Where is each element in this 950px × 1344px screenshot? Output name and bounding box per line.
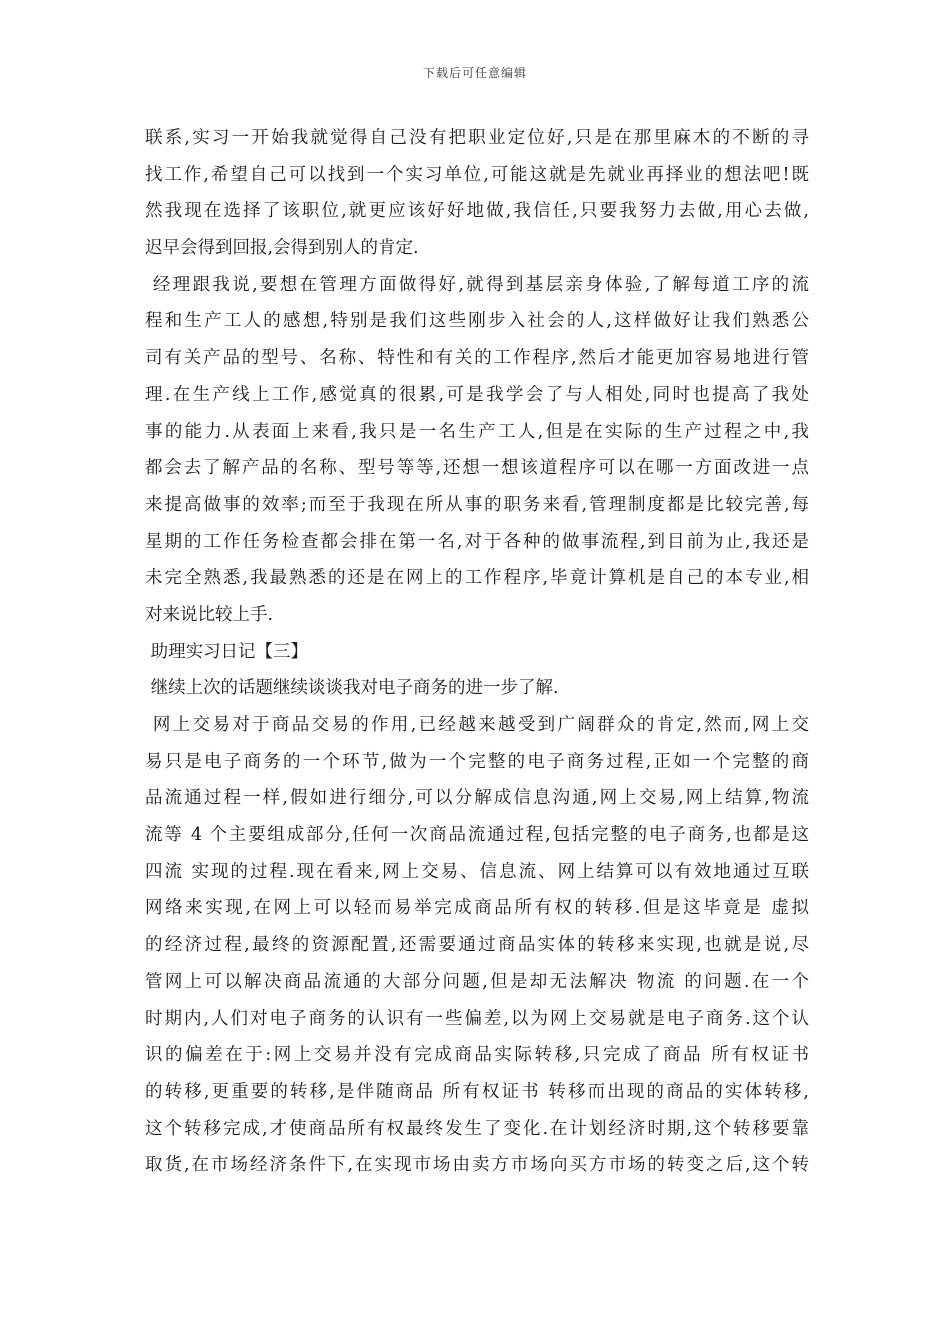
text-line: 这个转移完成,才使商品所有权最终发生了变化.在计划经济时期,这个转移要靠 xyxy=(145,1118,809,1139)
text-line: 取货,在市场经济条件下,在实现市场由卖方市场向买方市场的转变之后,这个转 xyxy=(145,1155,809,1176)
text-line: 然我现在选择了该职位,就更应该好好地做,我信任,只要我努力去做,用心去做, xyxy=(145,201,809,222)
text-line: 四流 实现的过程.现在看来,网上交易、信息流、网上结算可以有效地通过互联 xyxy=(145,861,809,882)
text-line: 司有关产品的型号、名称、特性和有关的工作程序,然后才能更加容易地进行管 xyxy=(145,348,809,369)
text-line: 迟早会得到回报,会得到别人的肯定. xyxy=(145,238,419,259)
text-line: 易只是电子商务的一个环节,做为一个完整的电子商务过程,正如一个完整的商 xyxy=(145,751,809,772)
text-line: 的经济过程,最终的资源配置,还需要通过商品实体的转移来实现,也就是说,尽 xyxy=(145,935,809,956)
text-line: 的转移,更重要的转移,是伴随商品 所有权证书 转移而出现的商品的实体转移, xyxy=(145,1081,809,1102)
text-line: 时期内,人们对电子商务的认识有一些偏差,以为网上交易就是电子商务.这个认 xyxy=(145,1008,809,1029)
text-line: 管网上可以解决商品流通的大部分问题,但是却无法解决 物流 的问题.在一个 xyxy=(145,971,809,992)
text-line: 品流通过程一样,假如进行细分,可以分解成信息沟通,网上交易,网上结算,物流 xyxy=(145,788,809,809)
text-line: 程和生产工人的感想,特别是我们这些刚步入社会的人,这样做好让我们熟悉公 xyxy=(145,311,809,332)
text-line: 都会去了解产品的名称、型号等等,还想一想该道程序可以在哪一方面改进一点 xyxy=(145,458,809,479)
text-line: 流等 4 个主要组成部分,任何一次商品流通过程,包括完整的电子商务,也都是这 xyxy=(145,825,809,846)
text-line: 事的能力.从表面上来看,我只是一名生产工人,但是在实际的生产过程之中,我 xyxy=(145,421,809,442)
document-body xyxy=(145,120,809,1184)
page-header: 下载后可任意编辑 xyxy=(422,66,527,80)
text-line: 来提高做事的效率;而至于我现在所从事的职务来看,管理制度都是比较完善,每 xyxy=(145,494,809,515)
text-line: 经理跟我说,要想在管理方面做得好,就得到基层亲身体验,了解每道工序的流 xyxy=(145,274,809,295)
text-line: 理.在生产线上工作,感觉真的很累,可是我学会了与人相处,同时也提高了我处 xyxy=(145,384,809,405)
section-heading: 助理实习日记【三】 xyxy=(145,641,309,662)
text-line: 联系,实习一开始我就觉得自己没有把职业定位好,只是在那里麻木的不断的寻 xyxy=(145,128,809,148)
text-line: 网上交易对于商品交易的作用,已经越来越受到广阔群众的肯定,然而,网上交 xyxy=(145,715,809,735)
text-line: 网络来实现,在网上可以轻而易举完成商品所有权的转移.但是这毕竟是 虚拟 xyxy=(145,898,809,919)
text-line: 识的偏差在于:网上交易并没有完成商品实际转移,只完成了商品 所有权证书 xyxy=(145,1045,809,1066)
text-line: 找工作,希望自己可以找到一个实习单位,可能这就是先就业再择业的想法吧!既 xyxy=(145,164,809,185)
text-line: 星期的工作任务检查都会排在第一名,对于各种的做事流程,到目前为止,我还是 xyxy=(145,531,809,552)
text-line: 继续上次的话题继续谈谈我对电子商务的进一步了解. xyxy=(145,678,559,699)
text-line: 未完全熟悉,我最熟悉的还是在网上的工作程序,毕竟计算机是自己的本专业,相 xyxy=(145,568,809,589)
text-line: 对来说比较上手. xyxy=(145,604,274,625)
